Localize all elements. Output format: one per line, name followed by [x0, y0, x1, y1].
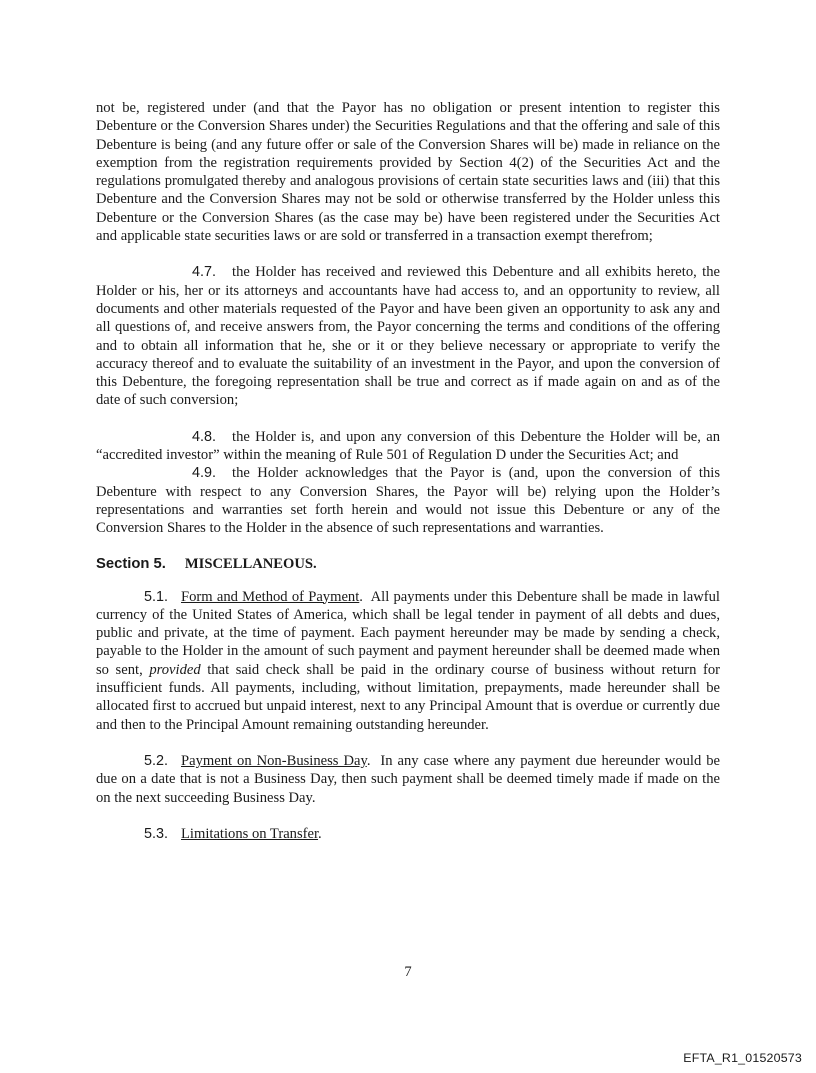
emphasis-provided: provided	[149, 661, 201, 678]
paragraph-heading: Form and Method of Payment	[181, 588, 360, 605]
paragraph-text: In any case where any payment due hereunder would be due on a date that is not a Business Day, then such payment shall be deemed timely made if made on the on the next succeeding Business Day.	[96, 752, 720, 806]
paragraph-5-3	[96, 825, 720, 843]
section-5-heading	[96, 554, 720, 574]
paragraph-4-7	[96, 263, 720, 409]
paragraph-number: 4.8.	[192, 428, 217, 445]
paragraph-number: 5.3.	[144, 825, 169, 842]
continuation-text: not be, registered under (and that the Payor has no obligation or present intention to register this Debenture or the Conversion Shares under) the Securities Regulations and that the offering and sale of this Debenture is being (and any future offer or sale of the Conversion Shares will be) made in reliance on the exemption from the registration requirements provided by Section 4(2) of the Securities Act and the regulations promulgated thereby and analogous provisions of certain state securities laws and (iii) that this Debenture and the Conversion Shares may not be sold or otherwise transferred by the Holder unless this Debenture or the Conversion Shares (as the case may be) have been registered under the Securities Act and applicable state securities laws or are sold or transferred in a transaction exempt therefrom;	[96, 100, 720, 245]
paragraph-5-2	[96, 752, 720, 807]
paragraph-number: 5.1.	[144, 588, 169, 605]
heading-period: .	[318, 825, 322, 842]
paragraph-heading: Payment on Non-Business Day	[181, 752, 367, 769]
paragraph-text: the Holder acknowledges that the Payor is (and, upon the conversion of this Debenture with respect to any Conversion Shares, the Payor will be) relying upon the Holder’s representations and warranties set forth herein and would not issue this Debenture or any of the Conversion Shares to the Holder in the absence of such representations and warranties.	[96, 465, 720, 537]
paragraph-number: 4.7.	[192, 264, 217, 281]
paragraph-text: the Holder is, and upon any conversion of this Debenture the Holder will be, an “accredited investor” within the meaning of Rule 501 of Regulation D under the Securities Act; and	[96, 428, 720, 464]
paragraph-number: 4.9.	[192, 465, 217, 482]
paragraph-heading: Limitations on Transfer	[181, 825, 319, 842]
page-number: 7	[404, 964, 412, 980]
paragraph-5-1	[96, 588, 720, 734]
document-body	[96, 99, 720, 843]
paragraph-text-continued: that said check shall be paid in the ordinary course of business without return for insufficient funds. All payments, including, without limitation, prepayments, made hereunder shall be allocated first to accrued but unpaid interest, next to any Principal Amount that is overdue or currently due and then to the Principal Amount remaining outstanding hereunder.	[96, 661, 721, 733]
paragraph-4-9	[96, 464, 720, 537]
section-title: MISCELLANEOUS.	[184, 555, 317, 572]
bates-number: EFTA_R1_01520573	[683, 1051, 802, 1065]
paragraph-text: the Holder has received and reviewed this Debenture and all exhibits hereto, the Holder or his, her or its attorneys and accountants have had access to, and an opportunity to review, all documents and other materials requested of the Payor and have been given an opportunity to ask any and all questions of, and receive answers from, the Payor concerning the terms and conditions of the offering and to obtain all information that he, she or it or they believe necessary or appropriate to verify the accuracy thereof and to evaluate the suitability of an investment in the Payor, and upon the conversion of this Debenture, the foregoing representation shall be true and correct as if made again on and as of the date of such conversion;	[96, 264, 720, 409]
section-label: Section 5.	[96, 555, 166, 572]
heading-period: .	[366, 752, 371, 769]
continuation-paragraph	[96, 99, 720, 245]
heading-period: .	[359, 588, 363, 605]
paragraph-number: 5.2.	[144, 752, 169, 769]
paragraph-4-8	[96, 428, 720, 465]
paragraph-text: All payments under this Debenture shall be made in lawful currency of the United States of America, which shall be legal tender in payment of all debts and dues, public and private, at the time of payment. Each payment hereunder may be made by sending a check, payable to the Holder in the amount of such payment and payment hereunder shall be deemed made when so sent,	[96, 588, 720, 678]
